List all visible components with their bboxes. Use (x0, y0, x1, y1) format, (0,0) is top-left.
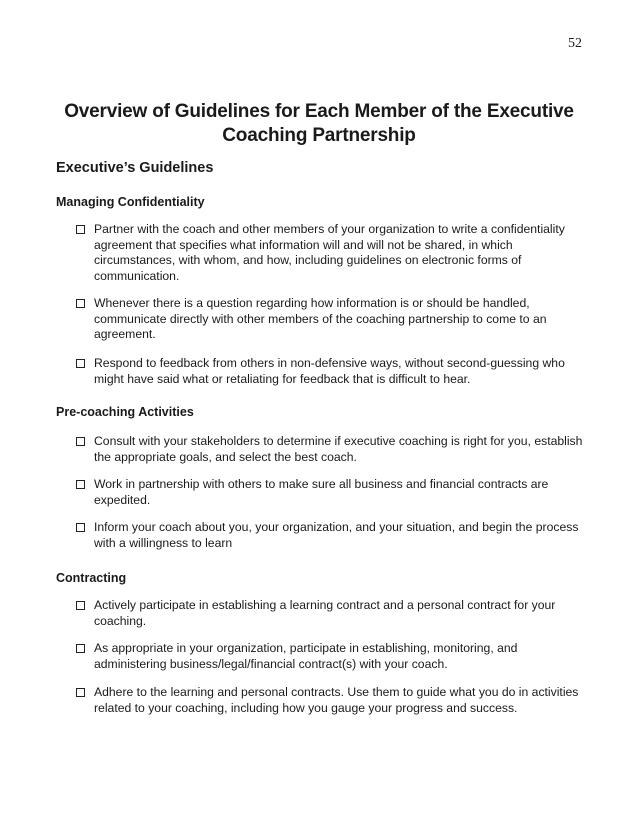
checkbox-bullet-icon (76, 644, 85, 653)
list-item (76, 434, 586, 465)
page-title (50, 100, 588, 148)
list-item-text: Consult with your stakeholders to determine if executive coaching is right for you, establish the appropriate goals, and select the best coach. (94, 434, 583, 464)
checkbox-bullet-icon (76, 299, 85, 308)
list-item (76, 356, 586, 387)
list-item-text: Actively participate in establishing a learning contract and a personal contract for your coaching. (94, 598, 556, 628)
list-item-text: Work in partnership with others to make sure all business and financial contracts are expedited. (94, 477, 549, 507)
page-title-line-2: Coaching Partnership (222, 125, 416, 146)
list-item (76, 598, 586, 629)
list-item-text: Whenever there is a question regarding how information is or should be handled, communicate directly with other members of the coaching partnership to come to an agreement. (94, 296, 547, 342)
list-item-text: As appropriate in your organization, participate in establishing, monitoring, and administering business/legal/financial contract(s) with your coach. (94, 641, 518, 671)
list-item (76, 477, 586, 508)
checkbox-bullet-icon (76, 359, 85, 368)
checkbox-bullet-icon (76, 688, 85, 697)
checkbox-bullet-icon (76, 225, 85, 234)
list-item-text: Partner with the coach and other members of your organization to write a confidentiality agreement that specifies what information will and will not be shared, in which circumstances, with whom, and how, including guidelines on electronic forms of communication. (94, 222, 565, 283)
checkbox-bullet-icon (76, 523, 85, 532)
list-item-text: Inform your coach about you, your organization, and your situation, and begin the process with a willingness to learn (94, 520, 579, 550)
list-item (76, 520, 586, 551)
list-item (76, 685, 586, 716)
checkbox-bullet-icon (76, 437, 85, 446)
executive-guidelines-heading: Executive’s Guidelines (56, 160, 214, 176)
section-heading-pre-coaching: Pre-coaching Activities (56, 405, 194, 419)
page-number: 52 (568, 36, 582, 51)
list-item (76, 296, 586, 343)
page-title-line-1: Overview of Guidelines for Each Member of the Executive (64, 101, 574, 122)
list-item (76, 222, 586, 284)
checkbox-bullet-icon (76, 601, 85, 610)
list-item-text: Adhere to the learning and personal contracts. Use them to guide what you do in activities related to your coaching, including how you gauge your progress and success. (94, 685, 579, 715)
list-item (76, 641, 586, 672)
section-heading-contracting: Contracting (56, 571, 127, 585)
section-heading-confidentiality: Managing Confidentiality (56, 195, 205, 209)
checkbox-bullet-icon (76, 480, 85, 489)
list-item-text: Respond to feedback from others in non-defensive ways, without second-guessing who might have said what or retaliating for feedback that is difficult to hear. (94, 356, 565, 386)
